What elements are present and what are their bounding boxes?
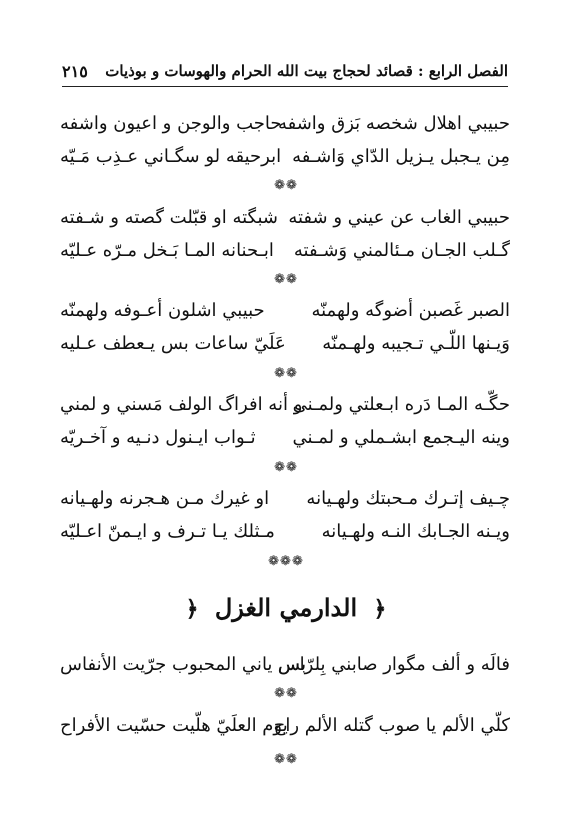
page-header: [62, 58, 508, 87]
verse-second-half: يوم العلَيّ هلّيت حسّيت الأفراح: [60, 715, 288, 736]
verse-line: [60, 143, 510, 171]
verse-second-half: مـثلك يـا تـرف و ايـمنّ اعـليّه: [60, 521, 275, 542]
verse-line: [60, 485, 510, 513]
verse-second-half: ابرحيقه لو سگـاني عـذِب مَـيّه: [60, 146, 282, 167]
verse-second-half: و أنه افراگ الولف مَسني و لمني: [60, 394, 303, 415]
verse-second-half: شبگته او قبّلت گصته و شـفته: [60, 207, 279, 228]
verse-line: [60, 518, 510, 546]
verse-second-half: ثـواب ايـنول دنـيه و آخـريّه: [60, 427, 256, 448]
verse-first-half: چـيف إتـرك مـحبتك ولهـيانه: [306, 488, 510, 509]
stanza-separator-ornament: ❁❁: [274, 178, 298, 193]
verse-first-half: ويـنه الجـابك النـه ولهـيانه: [321, 521, 510, 542]
verse-first-half: گـلب الجـان مـئالمني وَشـفته: [293, 240, 510, 261]
darmi-line: [60, 712, 510, 740]
verse-first-half: حگّـه المـا دَره ابـعلتي ولمـنى: [292, 394, 510, 415]
stanza-separator-ornament: ❁❁: [274, 272, 298, 287]
verse-first-half: كلّي الألم يا صوب گتله الألم راح: [273, 715, 510, 736]
verse-line: [60, 391, 510, 419]
verse-second-half: عَلَيّ ساعات بس يـعطف عـليه: [60, 333, 286, 354]
verse-first-half: مِن يـجبل يـزيل الدّاي وَاشـفه: [292, 146, 510, 167]
verse-line: [60, 297, 510, 325]
verse-line: [60, 204, 510, 232]
verse-first-half: فالَه و ألف مگوار صابني بِلرّاس: [277, 654, 510, 675]
verse-line: [60, 237, 510, 265]
chapter-title: الفصل الرابع : قصائد لحجاج بيت الله الحرام والهوسات و بوذيات: [105, 62, 508, 80]
stanza-separator-ornament: ❁❁: [274, 752, 298, 767]
verse-first-half: وَيـنها اللّـي تـجيبه ولهـمنّه: [322, 333, 510, 354]
section-heading: [0, 588, 572, 629]
verse-line: [60, 424, 510, 452]
verse-first-half: حبيبي اهلال شخصه بَزق واشفه: [277, 113, 510, 134]
verse-line: [60, 110, 510, 138]
verse-first-half: حبيبي الغاب عن عيني و شفته: [288, 207, 510, 228]
verse-first-half: وينه اليـجمع ابشـملي و لمـني: [292, 427, 510, 448]
page-number: ٢١٥: [62, 62, 88, 81]
verse-second-half: او غيرك مـن هـجرنه ولهـيانه: [60, 488, 270, 509]
verse-second-half: حبيبي اشلون أعـوفه ولهمنّه: [60, 300, 265, 321]
verse-first-half: الصبر غَصبن أضوگه ولهمنّه: [311, 300, 510, 321]
stanza-separator-ornament: ❁❁: [274, 460, 298, 475]
section-title: الدارمي الغزل: [214, 593, 358, 622]
heading-ornament-icon: ﴿: [373, 596, 387, 622]
section-end-ornament: ❁❁❁: [268, 554, 304, 569]
heading-ornament-icon: ﴿: [185, 596, 199, 622]
darmi-line: [60, 651, 510, 679]
verse-second-half: ابـحنانه المـا بَـخل مـرّه عـليّه: [60, 240, 274, 261]
verse-second-half: بس ياني المحبوب جرّيت الأنفاس: [60, 654, 307, 675]
verse-second-half: حاجب والوجن و اعيون واشفه: [60, 113, 282, 134]
verse-line: [60, 330, 510, 358]
stanza-separator-ornament: ❁❁: [274, 366, 298, 381]
stanza-separator-ornament: ❁❁: [274, 686, 298, 701]
